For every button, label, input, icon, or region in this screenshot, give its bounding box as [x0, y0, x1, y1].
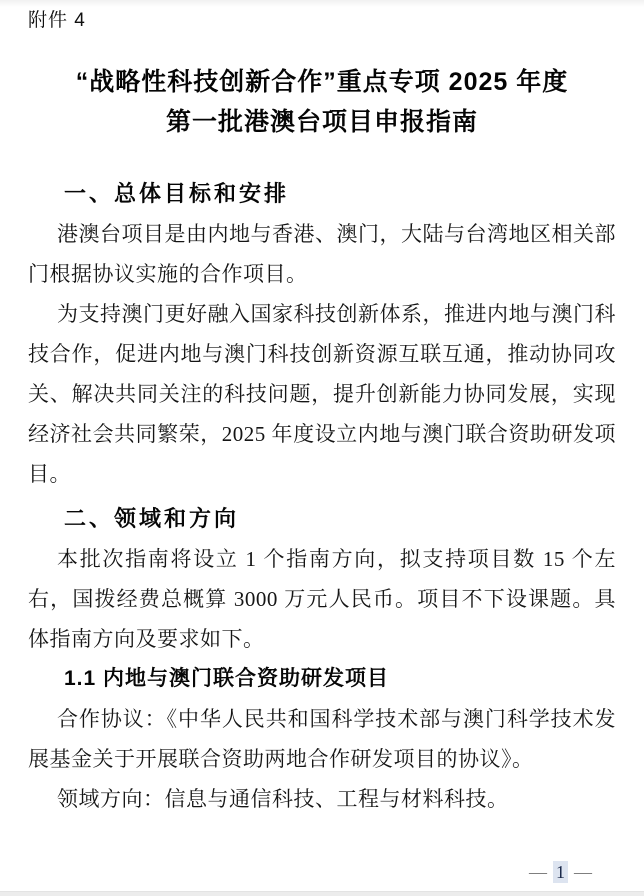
subsection-heading-1-1-joint-funding: 1.1 内地与澳门联合资助研发项目 [64, 667, 390, 690]
paragraph-cooperation-agreement: 合作协议：《中华人民共和国科学技术部与澳门科学技术发展基金关于开展联合资助两地合作研发项目的协议》。 [28, 707, 616, 771]
document-title [28, 62, 616, 142]
document-title-line-2: 第一批港澳台项目申报指南 [165, 108, 478, 136]
paragraph-fields-directions-1: 本批次指南将设立 1 个指南方向，拟支持项目数 15 个左右，国拨经费总概算 3000 万元人民币。项目不下设课题。具体指南方向及要求如下。 [28, 547, 616, 651]
attachment-label: 附件 4 [28, 10, 86, 31]
page-number-right-dash: — [574, 862, 592, 882]
paragraph-overall-goals-1: 港澳台项目是由内地与香港、澳门，大陆与台湾地区相关部门根据协议实施的合作项目。 [28, 222, 616, 286]
paragraph-overall-goals-2: 为支持澳门更好融入国家科技创新体系，推进内地与澳门科技合作，促进内地与澳门科技创新资源互联互通，推动协同攻关、解决共同关注的科技问题，提升创新能力协同发展，实现经济社会共同繁荣，2025 年度设立内地与澳门联合资助研发项目。 [28, 302, 616, 486]
page-number-value: 1 [553, 861, 568, 883]
document-title-line-1: “战略性科技创新合作”重点专项 2025 年度 [75, 68, 569, 96]
page-number [529, 858, 592, 886]
page-number-left-dash: — [529, 862, 547, 882]
paragraph-field-direction: 领域方向：信息与通信科技、工程与材料科技。 [57, 787, 509, 811]
section-heading-overall-goals: 一、总体目标和安排 [64, 181, 290, 206]
section-heading-fields-directions: 二、领域和方向 [64, 506, 240, 531]
